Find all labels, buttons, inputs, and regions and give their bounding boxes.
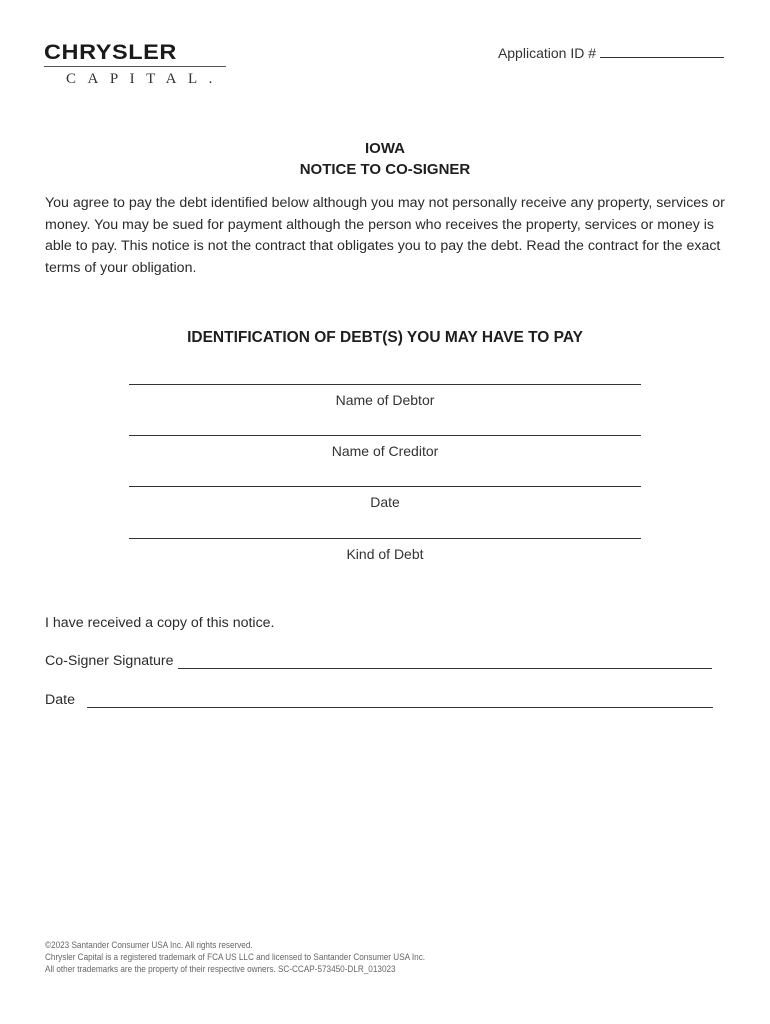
debtor-name-line[interactable] [129, 384, 641, 385]
debtor-field [129, 384, 641, 408]
application-id-label: Application ID # [497, 45, 596, 61]
footer-legal [45, 940, 425, 976]
debt-date-caption: Date [370, 494, 400, 510]
creditor-field [129, 435, 641, 459]
kind-of-debt-field [129, 538, 641, 562]
cosigner-signature-label: Co-Signer Signature [45, 653, 174, 669]
logo-divider [44, 66, 226, 67]
creditor-name-caption: Name of Creditor [331, 443, 439, 459]
application-id-field[interactable] [600, 45, 724, 58]
logo-sub-text: CAPITAL. [66, 71, 224, 87]
footer-trademark: Chrysler Capital is a registered trademark of FCA US LLC and licensed to Santander Consumer USA Inc. [45, 952, 426, 963]
acknowledgement-text: I have received a copy of this notice. [45, 615, 275, 631]
debtor-name-caption: Name of Debtor [335, 392, 435, 408]
signature-date-label: Date [45, 692, 75, 708]
footer-copyright: ©2023 Santander Consumer USA Inc. All rights reserved. [45, 940, 253, 951]
debt-date-line[interactable] [129, 486, 641, 487]
kind-of-debt-caption: Kind of Debt [346, 546, 424, 562]
section-heading: IDENTIFICATION OF DEBT(S) YOU MAY HAVE TO PAY [187, 329, 583, 346]
notice-title: NOTICE TO CO-SIGNER [299, 161, 471, 178]
kind-of-debt-line[interactable] [129, 538, 641, 539]
logo-brand-text: CHRYSLER [44, 41, 177, 64]
cosigner-signature-line[interactable] [178, 654, 712, 669]
debt-date-field [129, 486, 641, 510]
chrysler-capital-logo [44, 42, 228, 88]
creditor-name-line[interactable] [129, 435, 641, 436]
state-title: IOWA [365, 140, 405, 157]
signature-date-row [45, 692, 713, 708]
application-id [498, 45, 724, 61]
footer-form-code: All other trademarks are the property of their respective owners. SC-CCAP-573450-DLR_013023 [45, 964, 396, 975]
intro-paragraph: You agree to pay the debt identified below although you may not personally receive any property, services or money. You may be sued for payment although the person who receives the property, services or money is able to pay. This notice is not the contract that obligates you to pay the debt. Read the contract for the exact terms of your obligation. [45, 195, 725, 276]
signature-date-line[interactable] [87, 693, 713, 708]
cosigner-signature-row [45, 653, 712, 669]
